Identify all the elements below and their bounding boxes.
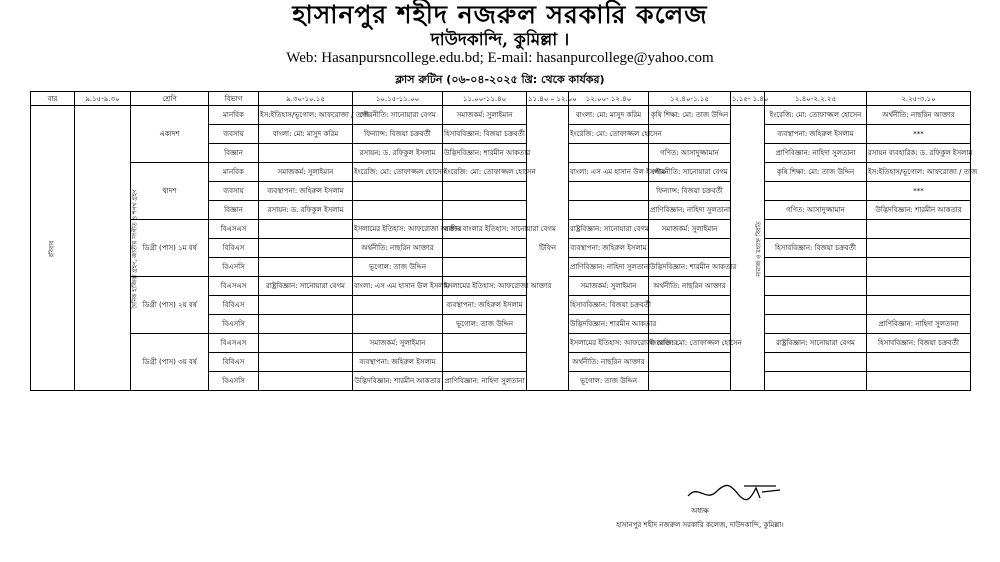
class-slot xyxy=(765,277,867,296)
column-header: ১০.১৫-১১.০০ xyxy=(353,92,443,106)
class-slot: বাংলা: মো: মাসুদ করিম xyxy=(569,106,649,125)
class-slot: ভূগোল: তাজ উদ্দিন xyxy=(353,258,443,277)
class-slot: ফিন্যান্স: বিজয়া চক্রবর্তী xyxy=(649,182,731,201)
class-slot xyxy=(259,315,353,334)
day-label: রবিবার xyxy=(48,240,56,257)
class-slot xyxy=(649,372,731,391)
class-slot: অর্থনীতি: নাছরিন আক্তার xyxy=(867,106,971,125)
class-slot: ব্যবস্থাপনা: জহিরুল ইসলাম xyxy=(259,182,353,201)
class-slot xyxy=(259,220,353,239)
class-slot xyxy=(259,372,353,391)
class-slot xyxy=(353,201,443,220)
class-slot xyxy=(765,372,867,391)
class-slot xyxy=(259,258,353,277)
table-row xyxy=(31,106,971,125)
class-slot: হিসাববিজ্ঞান: বিজয়া চক্রবর্তী xyxy=(765,239,867,258)
class-slot: বাংলা: মো: মাসুদ করিম xyxy=(259,125,353,144)
class-slot xyxy=(867,239,971,258)
class-slot: ইংরেজি: মো: তোফাজ্জল হোসেন xyxy=(649,334,731,353)
class-slot xyxy=(443,239,527,258)
class-slot: পৌরনীতি: সানোয়ারা বেগম xyxy=(649,163,731,182)
assembly-cell xyxy=(75,106,139,391)
class-slot xyxy=(765,353,867,372)
class-slot: ভূগোল: তাজ উদ্দিন xyxy=(569,372,649,391)
class-slot xyxy=(649,239,731,258)
column-header: ৯.৩০-১০.১৫ xyxy=(259,92,353,106)
signatory-address: হাসানপুর শহীদ নজরুল সরকারি কলেজ, দাউদকান্দি, কুমিল্লা। xyxy=(616,521,784,529)
class-slot: ইংরেজি: মো: তোফাজ্জল হোসেন xyxy=(569,125,649,144)
day-cell xyxy=(31,106,75,391)
class-slot xyxy=(353,315,443,334)
class-slot: রাষ্ট্রবিজ্ঞান: সানোয়ারা বেগম xyxy=(569,220,649,239)
class-slot: উদ্ভিদবিজ্ঞান: শারমীন আকতার xyxy=(649,258,731,277)
class-slot xyxy=(867,372,971,391)
class-slot: অর্থনীতি: নাছরিন আক্তার xyxy=(569,353,649,372)
class-slot xyxy=(443,353,527,372)
class-slot xyxy=(259,334,353,353)
table-row xyxy=(31,334,971,353)
department-cell: ব্যবসায় xyxy=(209,125,259,144)
class-slot: ইংরেজি: মো: তোফাজ্জল হোসেন xyxy=(765,106,867,125)
class-slot: ব্যবস্থাপনা: জহিরুল ইসলাম xyxy=(765,125,867,144)
class-slot xyxy=(443,258,527,277)
class-slot: ইস:ইতিহাস/ভূগোল: আফরোজা / তাজ xyxy=(259,106,353,125)
class-slot: রসায়ন: ড. রফিকুল ইসলাম xyxy=(353,144,443,163)
class-group: ডিগ্রী (পাস) ২য় বর্ষ xyxy=(131,277,209,334)
class-slot: ইংরেজি: মো: তোফাজ্জল হোসেন xyxy=(443,163,527,182)
department-cell: মানবিক xyxy=(209,163,259,182)
class-slot: ব্যবস্থাপনা: জহিরুল ইসলাম xyxy=(353,353,443,372)
column-header: ১১.০০-১১.৪০ xyxy=(443,92,527,106)
department-cell: বিজ্ঞান xyxy=(209,144,259,163)
class-slot: সমাজকর্ম: সুলাইমান xyxy=(569,277,649,296)
assembly-label: দৈনিক হাজিরা গ্রহণ, জাতীয় সংগীত ও শপথ গ্রহণ xyxy=(131,188,139,309)
class-slot xyxy=(443,334,527,353)
class-slot: *** xyxy=(867,182,971,201)
department-cell: বিএসএস xyxy=(209,220,259,239)
class-slot xyxy=(765,258,867,277)
department-cell: বিবিএস xyxy=(209,353,259,372)
class-slot: ইসলামের ইতিহাস: আফরোজা আক্তার xyxy=(569,334,649,353)
class-slot xyxy=(353,296,443,315)
class-slot xyxy=(867,277,971,296)
department-cell: বিবিএস xyxy=(209,296,259,315)
class-slot xyxy=(765,182,867,201)
college-location: দাউদকান্দি, কুমিল্লা । xyxy=(430,30,570,50)
class-slot: বাংলা: এস এম হাসান উল ইসলাম xyxy=(353,277,443,296)
class-group: একাদশ xyxy=(131,106,209,163)
class-slot xyxy=(765,315,867,334)
class-slot xyxy=(569,182,649,201)
class-slot: ফিন্যান্স: বিজয়া চক্রবর্তী xyxy=(353,125,443,144)
column-header: ১১.৪০ – ১২.০০ xyxy=(527,92,569,106)
department-cell: বিএসসি xyxy=(209,258,259,277)
class-slot xyxy=(867,220,971,239)
class-slot xyxy=(867,296,971,315)
class-slot: কৃষি শিক্ষা: মো: তাজ উদ্দিন xyxy=(649,106,731,125)
department-cell: মানবিক xyxy=(209,106,259,125)
class-slot: স্বাধীন বাংলার ইতিহাস: সানোয়ারা বেগম xyxy=(443,220,527,239)
class-slot: প্রাণিবিজ্ঞান: নাহিদা সুলতানা xyxy=(443,372,527,391)
class-slot: হিসাববিজ্ঞান: বিজয়া চক্রবর্তী xyxy=(443,125,527,144)
class-slot: সমাজকর্ম: সুলাইমান xyxy=(353,334,443,353)
class-slot: গণিত: আসাদুজ্জামান xyxy=(649,144,731,163)
class-slot: ইস:ইতিহাস/ভূগোল: আফরোজা / তাজ xyxy=(867,163,971,182)
class-slot: ভূগোল: তাজ উদ্দিন xyxy=(443,315,527,334)
class-slot xyxy=(765,296,867,315)
college-web-email: Web: Hasanpursncollege.edu.bd; E-mail: hasanpurcollege@yahoo.com xyxy=(286,50,714,66)
class-slot xyxy=(259,353,353,372)
class-slot: উদ্ভিদবিজ্ঞান: শারমীন আকতার xyxy=(569,315,649,334)
class-slot: ইসলামের ইতিহাস: আফরোজা আক্তার xyxy=(443,277,527,296)
column-header: ১২.০০- ১২.৪০ xyxy=(569,92,649,106)
department-cell: ব্যবসায় xyxy=(209,182,259,201)
class-slot xyxy=(443,201,527,220)
class-slot: প্রাণিবিজ্ঞান: নাহিদা সুলতানা xyxy=(569,258,649,277)
class-slot xyxy=(569,201,649,220)
class-slot: প্রাণিবিজ্ঞান: নাহিদা সুলতানা xyxy=(649,201,731,220)
class-slot xyxy=(259,144,353,163)
class-slot: অর্থনীতি: নাছরিন আক্তার xyxy=(353,239,443,258)
column-header: ১.৪০-২.২.২৫ xyxy=(765,92,867,106)
column-header: শ্রেণি xyxy=(131,92,209,106)
class-slot: হিসাববিজ্ঞান: বিজয়া চক্রবর্তী xyxy=(867,334,971,353)
class-slot: উদ্ভিদবিজ্ঞান: শারমীন আকতার xyxy=(353,372,443,391)
department-cell: বিএসএস xyxy=(209,277,259,296)
class-slot xyxy=(765,220,867,239)
class-slot: রাষ্ট্রবিজ্ঞান: সানোয়ারা বেগম xyxy=(765,334,867,353)
column-header: ১.১৫- ১.৪০ xyxy=(731,92,765,106)
column-header: বিভাগ xyxy=(209,92,259,106)
department-cell: বিএসএস xyxy=(209,334,259,353)
department-cell: বিএসসি xyxy=(209,372,259,391)
class-slot: ইসলামের ইতিহাস: আফরোজা আক্তার xyxy=(353,220,443,239)
class-group: ডিগ্রী (পাস) ১ম বর্ষ xyxy=(131,220,209,277)
class-slot: রসায়ন ব্যবহারিক: ড. রফিকুল ইসলাম xyxy=(867,144,971,163)
signatory-title: অধ্যক্ষ xyxy=(691,507,709,515)
class-slot xyxy=(867,258,971,277)
class-slot xyxy=(443,182,527,201)
class-slot xyxy=(259,296,353,315)
column-header: ৯.১৫-৯.৩০ xyxy=(75,92,131,106)
class-slot: ব্যবস্থাপনা: জহিরুল ইসলাম xyxy=(569,239,649,258)
class-slot: ইংরেজি: মো: তোফাজ্জল হোসেন xyxy=(353,163,443,182)
prayer-break-label: নামাজ ও মধ্যাহ্ন বিরতি xyxy=(755,220,763,277)
class-slot: রসায়ন: ড. রফিকুল ইসলাম xyxy=(259,201,353,220)
class-slot xyxy=(649,353,731,372)
tiffin-cell: টিফিন xyxy=(527,106,569,391)
class-slot: রাষ্ট্রবিজ্ঞান: সানোয়ারা বেগম xyxy=(259,277,353,296)
class-slot xyxy=(649,296,731,315)
class-slot: অর্থনীতি: নাছরিন আক্তার xyxy=(649,277,731,296)
class-slot: ব্যবস্থাপনা: জহিরুল ইসলাম xyxy=(443,296,527,315)
class-slot: পৌরনীতি: সানোয়ারা বেগম xyxy=(353,106,443,125)
class-slot: হিসাববিজ্ঞান: বিজয়া চক্রবর্তী xyxy=(569,296,649,315)
department-cell: বিএসসি xyxy=(209,315,259,334)
department-cell: বিবিএস xyxy=(209,239,259,258)
class-slot: প্রাণিবিজ্ঞান: নাহিদা সুলতানা xyxy=(765,144,867,163)
header-row xyxy=(31,92,971,106)
class-slot: কৃষি শিক্ষা: মো: তাজ উদ্দিন xyxy=(765,163,867,182)
class-slot: সমাজকর্ম: সুলাইমান xyxy=(649,220,731,239)
routine-title: ক্লাস রুটিন (০৬-০৪-২০২৫ খ্রি: থেকে কার্যকর) xyxy=(395,73,605,86)
department-cell: বিজ্ঞান xyxy=(209,201,259,220)
column-header: ২.২৫-৩.১০ xyxy=(867,92,971,106)
class-slot xyxy=(353,182,443,201)
college-title: হাসানপুর শহীদ নজরুল সরকারি কলেজ xyxy=(292,0,708,29)
column-header: ১২.৪০-১.১৫ xyxy=(649,92,731,106)
table-row xyxy=(31,277,971,296)
class-slot: উদ্ভিদবিজ্ঞান: শারমীন আকতার xyxy=(867,201,971,220)
class-slot: উদ্ভিদবিজ্ঞান: শারমীন আকতার xyxy=(443,144,527,163)
class-slot: সমাজকর্ম: সুলাইমান xyxy=(443,106,527,125)
class-slot: প্রাণিবিজ্ঞান: নাহিদা সুলতানা xyxy=(867,315,971,334)
class-slot xyxy=(569,144,649,163)
class-slot: সমাজকর্ম: সুলাইমান xyxy=(259,163,353,182)
prayer-break-cell xyxy=(731,106,765,391)
class-slot xyxy=(259,239,353,258)
page-header xyxy=(0,0,1000,68)
class-slot: গণিত: আসাদুজ্জামান xyxy=(765,201,867,220)
principal-signature xyxy=(684,480,784,504)
class-slot xyxy=(867,353,971,372)
routine-table xyxy=(30,91,978,391)
column-header: বার xyxy=(31,92,75,106)
class-slot xyxy=(649,315,731,334)
class-group: ডিগ্রী (পাস) ৩য় বর্ষ xyxy=(131,334,209,391)
class-slot: *** xyxy=(867,125,971,144)
table-row xyxy=(31,163,971,182)
table-row xyxy=(31,220,971,239)
class-group: দ্বাদশ xyxy=(131,163,209,220)
class-slot: বাংলা: এস এম হাসান উল ইসলাম xyxy=(569,163,649,182)
